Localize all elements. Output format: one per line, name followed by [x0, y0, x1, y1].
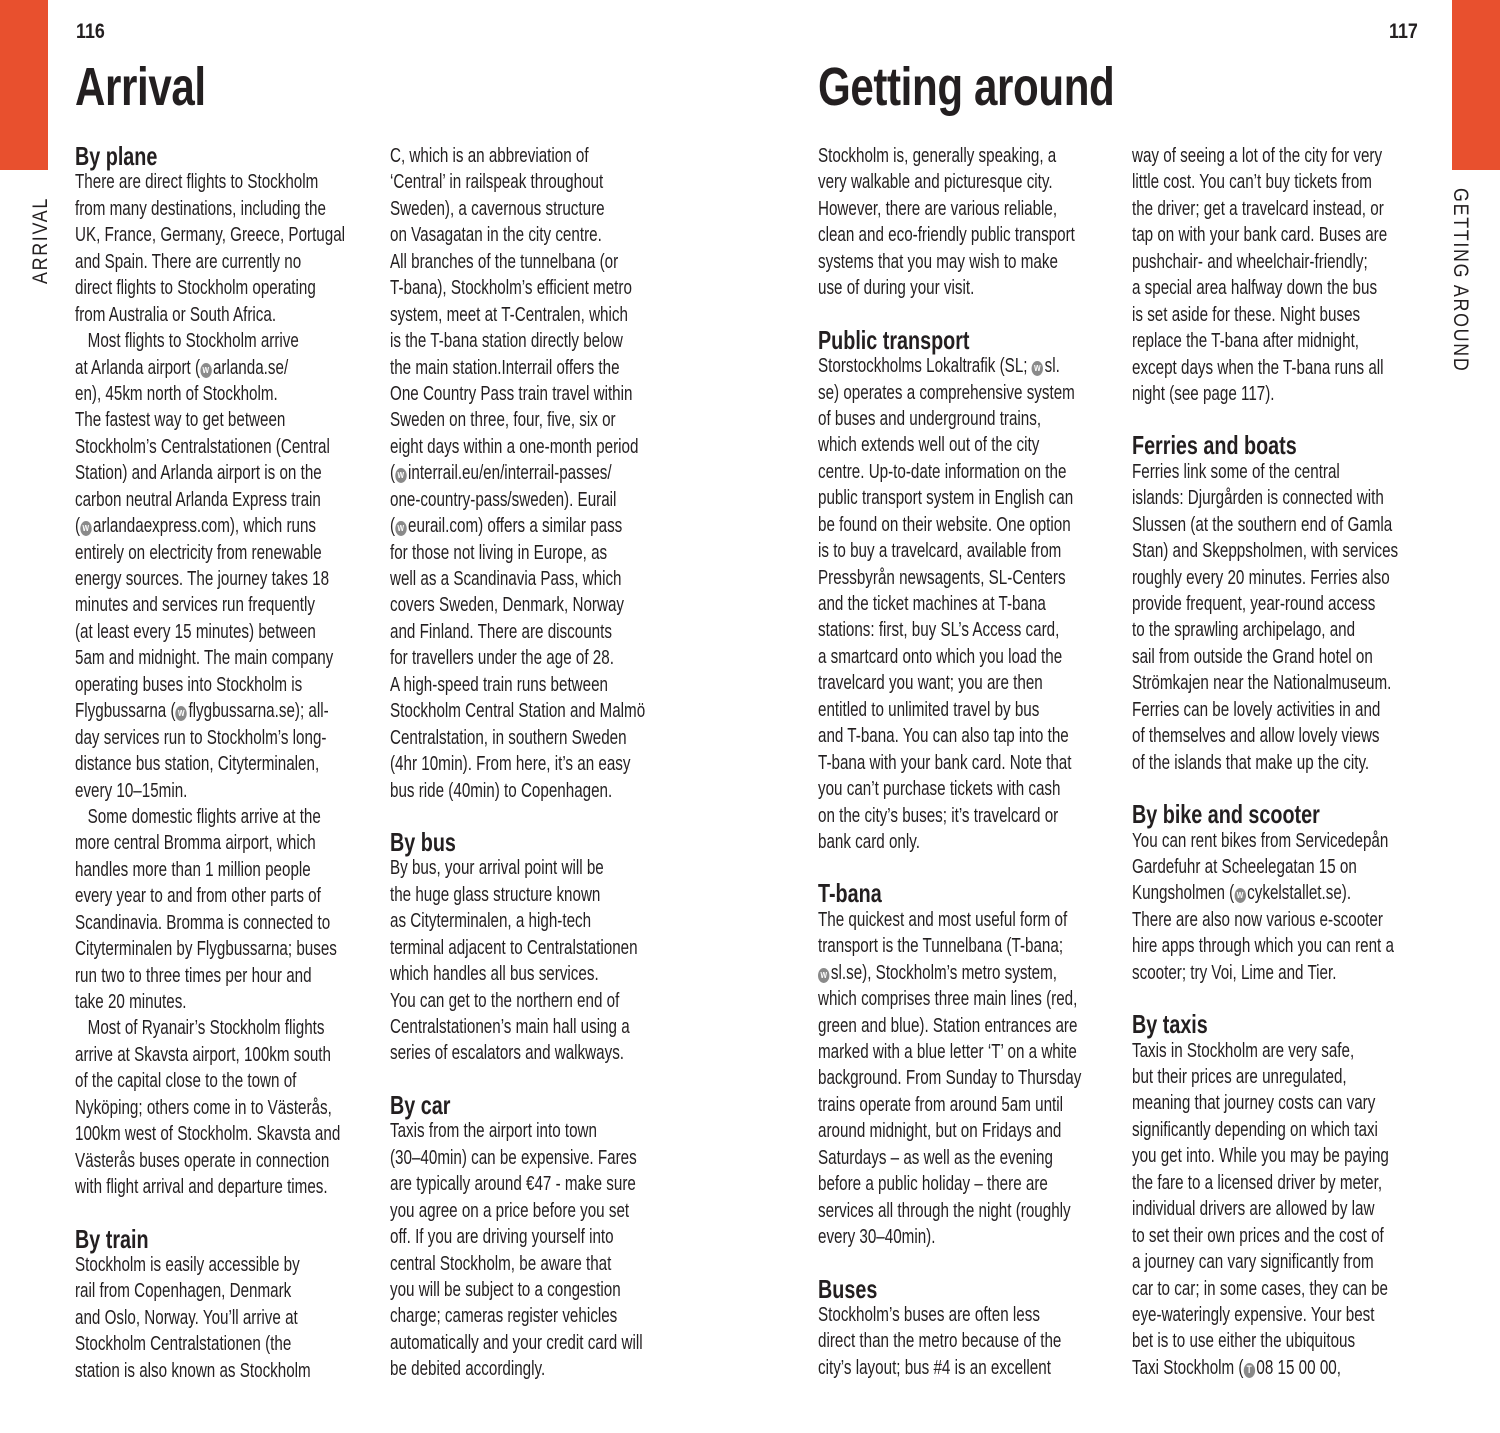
text-line: replace the T-bana after midnight,: [1132, 330, 1360, 353]
text-line: The quickest and most useful form of: [818, 908, 1068, 931]
text-line: except days when the T-bana runs all: [1132, 356, 1384, 379]
text-line: islands: Djurgården is connected with: [1132, 487, 1384, 510]
website-icon: w: [1234, 888, 1245, 903]
text-line: of the capital close to the town of: [75, 1070, 297, 1093]
website-icon: w: [200, 363, 211, 378]
text-line: you will be subject to a congestion: [390, 1278, 621, 1301]
text-line: By bus, your arrival point will be: [390, 857, 604, 880]
website-icon: w: [80, 521, 91, 536]
text-line: scooter; try Voi, Lime and Tier.: [1132, 961, 1337, 984]
section-heading: Buses: [818, 1273, 878, 1304]
section-heading: By train: [75, 1223, 149, 1254]
text-line: little cost. You can’t buy tickets from: [1132, 171, 1372, 194]
text-line: Some domestic flights arrive at the: [75, 805, 321, 828]
text-line: more central Bromma airport, which: [75, 832, 316, 855]
text-line: Scandinavia. Bromma is connected to: [75, 911, 331, 934]
text-line: background. From Sunday to Thursday: [818, 1067, 1082, 1090]
text-line: significantly depending on which taxi: [1132, 1118, 1378, 1141]
text-line: marked with a blue letter ‘T’ on a white: [818, 1041, 1077, 1063]
text-line: from many destinations, including the: [75, 197, 326, 220]
text-line: station is also known as Stockholm: [75, 1359, 311, 1382]
text-line: car to car; in some cases, they can be: [1132, 1277, 1388, 1300]
text-line: system, meet at T-Centralen, which: [390, 303, 628, 326]
website-icon: w: [395, 468, 406, 483]
text-line: be found on their website. One option: [818, 513, 1071, 536]
text-column-1: [75, 143, 371, 1384]
text-line: Centralstationen’s main hall using a: [390, 1016, 630, 1038]
text-column-2: [390, 143, 686, 1383]
section-heading: By car: [390, 1089, 451, 1120]
text-line: Saturdays – as well as the evening: [818, 1146, 1053, 1169]
text-line: Centralstation, in southern Sweden: [390, 726, 627, 749]
text-line: eye-wateringly expensive. Your best: [1132, 1303, 1375, 1326]
text-line: travelcard you want; you are then: [818, 672, 1043, 695]
text-line: Slussen (at the southern end of Gamla: [1132, 513, 1393, 536]
text-line: Stockholm Centralstationen (the: [75, 1333, 292, 1356]
text-line: However, there are various reliable,: [818, 197, 1058, 220]
text-line: energy sources. The journey takes 18: [75, 568, 330, 590]
text-line: a smartcard onto which you load the: [818, 645, 1063, 668]
text-line: and Oslo, Norway. You’ll arrive at: [75, 1306, 298, 1329]
text-line: Strömkajen near the Nationalmuseum.: [1132, 672, 1392, 695]
text-line: Gardefuhr at Scheelegatan 15 on: [1132, 855, 1357, 878]
text-line: you agree on a price before you set: [390, 1199, 630, 1222]
text-line: roughly every 20 minutes. Ferries also: [1132, 566, 1390, 589]
text-line: Ferries link some of the central: [1132, 460, 1340, 483]
text-line: bank card only.: [818, 830, 920, 853]
text-line: covers Sweden, Denmark, Norway: [390, 594, 624, 617]
text-line: as Cityterminalen, a high-tech: [390, 910, 592, 933]
text-line: en), 45km north of Stockholm.: [75, 382, 278, 405]
text-line: All branches of the tunnelbana (or: [390, 250, 619, 273]
text-line: on Vasagatan in the city centre.: [390, 224, 602, 247]
text-line: meaning that journey costs can vary: [1132, 1092, 1376, 1115]
text-line: on the city’s buses; it’s travelcard or: [818, 804, 1059, 827]
text-line: day services run to Stockholm’s long-: [75, 726, 327, 749]
text-line: public transport system in English can: [818, 487, 1074, 510]
text-line: There are also now various e-scooter: [1132, 908, 1383, 931]
text-line: series of escalators and walkways.: [390, 1042, 625, 1065]
text-line: minutes and services run frequently: [75, 594, 315, 617]
text-line: you get into. While you may be paying: [1132, 1145, 1389, 1168]
text-line: the huge glass structure known: [390, 883, 601, 906]
text-line: and T-bana. You can also tap into the: [818, 725, 1069, 748]
page-number-left: 116: [76, 20, 105, 43]
text-line: Kungsholmen ( w cykelstallet.se).: [1132, 882, 1352, 905]
text-line: green and blue). Station entrances are: [818, 1014, 1078, 1037]
text-line: for those not living in Europe, as: [390, 541, 608, 564]
text-line: with flight arrival and departure times.: [75, 1176, 328, 1199]
text-line: which comprises three main lines (red,: [818, 988, 1078, 1011]
text-line: direct than the metro because of the: [818, 1330, 1062, 1353]
text-line: is to buy a travelcard, available from: [818, 540, 1062, 563]
text-line: from Australia or South Africa.: [75, 303, 277, 326]
text-line: off. If you are driving yourself into: [390, 1226, 614, 1249]
text-line: tap on with your bank card. Buses are: [1132, 224, 1388, 247]
text-line: well as a Scandinavia Pass, which: [390, 568, 622, 590]
text-line: You can rent bikes from Servicedepån: [1132, 829, 1389, 852]
text-line: which extends well out of the city: [818, 434, 1040, 457]
text-line: Sweden), a cavernous structure: [390, 197, 605, 220]
text-line: before a public holiday – there are: [818, 1173, 1048, 1196]
text-line: entitled to unlimited travel by bus: [818, 698, 1040, 721]
text-line: the main station.Interrail offers the: [390, 356, 620, 379]
text-line: use of during your visit.: [818, 277, 975, 300]
text-line: w sl.se), Stockholm’s metro system,: [818, 960, 1114, 986]
telephone-icon: T: [1244, 1363, 1255, 1378]
text-line: provide frequent, year-round access: [1132, 593, 1376, 615]
page-title-arrival: Arrival: [75, 57, 206, 117]
website-icon: w: [395, 521, 406, 536]
page-title-getting-around: Getting around: [818, 57, 1115, 117]
text-line: Nyköping; others come in to Västerås,: [75, 1096, 332, 1119]
page-number-right: 117: [1389, 20, 1418, 43]
text-line: You can get to the northern end of: [390, 989, 620, 1012]
text-line: Stockholm Central Station and Malmö: [390, 700, 646, 723]
text-line: city’s layout; bus #4 is an excellent: [818, 1356, 1051, 1379]
text-line: and Spain. There are currently no: [75, 250, 302, 273]
section-heading: Public transport: [818, 324, 970, 355]
text-column-4: [1132, 143, 1428, 1381]
text-line: C, which is an abbreviation of: [390, 145, 589, 167]
text-line: is the T-bana station directly below: [390, 330, 623, 353]
section-heading: By bike and scooter: [1132, 799, 1320, 830]
text-line: distance bus station, Cityterminalen,: [75, 753, 320, 776]
text-line: operating buses into Stockholm is: [75, 673, 303, 696]
text-line: to set their own prices and the cost of: [1132, 1224, 1384, 1247]
text-line: clean and eco-friendly public transport: [818, 224, 1075, 247]
text-line: Most of Ryanair’s Stockholm flights: [75, 1017, 325, 1040]
text-line: Stan) and Skeppsholmen, with services: [1132, 540, 1399, 563]
text-line: a special area halfway down the bus: [1132, 277, 1378, 300]
text-line: trains operate from around 5am until: [818, 1093, 1064, 1116]
text-line: the fare to a licensed driver by meter,: [1132, 1171, 1383, 1194]
text-line: is set aside for these. Night buses: [1132, 303, 1361, 326]
text-line: Stockholm is easily accessible by: [75, 1253, 300, 1276]
text-line: 5am and midnight. The main company: [75, 647, 334, 670]
text-line: Taxis in Stockholm are very safe,: [1132, 1039, 1355, 1062]
text-line: Station) and Arlanda airport is on the: [75, 462, 322, 485]
text-line: be debited accordingly.: [390, 1358, 546, 1381]
text-line: Stockholm’s Centralstationen (Central: [75, 435, 330, 458]
text-line: ( w arlandaexpress.com), which runs: [75, 515, 317, 538]
text-line: Stockholm is, generally speaking, a: [818, 145, 1057, 167]
text-line: (at least every 15 minutes) between: [75, 620, 316, 643]
text-line: ( w eurail.com) offers a similar pass: [390, 515, 623, 538]
text-line: se) operates a comprehensive system: [818, 381, 1075, 404]
text-line: Sweden on three, four, five, six or: [390, 409, 616, 432]
text-line: T-bana with your bank card. Note that: [818, 751, 1072, 774]
text-line: which handles all bus services.: [390, 963, 599, 986]
text-line: Pressbyrån newsagents, SL-Centers: [818, 566, 1066, 589]
text-line: rail from Copenhagen, Denmark: [75, 1280, 292, 1303]
text-line: central Stockholm, be aware that: [390, 1252, 612, 1275]
text-line: eight days within a one-month period: [390, 435, 639, 458]
text-line: systems that you may wish to make: [818, 250, 1058, 273]
text-line: 100km west of Stockholm. Skavsta and: [75, 1123, 341, 1146]
text-line: the driver; get a travelcard instead, or: [1132, 197, 1384, 220]
text-line: charge; cameras register vehicles: [390, 1305, 618, 1328]
text-line: of themselves and allow lovely views: [1132, 725, 1380, 748]
text-line: Most flights to Stockholm arrive: [75, 330, 299, 353]
text-line: and the ticket machines at T-bana: [818, 593, 1046, 615]
text-line: of buses and underground trains,: [818, 407, 1042, 430]
section-tab-left: [0, 0, 48, 170]
text-line: and Finland. There are discounts: [390, 620, 612, 643]
text-line: carbon neutral Arlanda Express train: [75, 488, 321, 511]
text-line: arrive at Skavsta airport, 100km south: [75, 1043, 331, 1066]
website-icon: w: [1032, 361, 1043, 376]
text-line: every year to and from other parts of: [75, 885, 321, 908]
text-column-3: [818, 143, 1114, 1381]
text-line: There are direct flights to Stockholm: [75, 171, 319, 194]
text-line: every 10–15min.: [75, 779, 188, 802]
side-label-left: ARRIVAL: [29, 197, 52, 284]
section-heading: By bus: [390, 826, 456, 857]
text-line: to the sprawling archipelago, and: [1132, 619, 1356, 642]
text-line: (30–40min) can be expensive. Fares: [390, 1146, 637, 1169]
text-line: One Country Pass train travel within: [390, 382, 633, 405]
text-line: for travellers under the age of 28.: [390, 647, 614, 670]
text-line: The fastest way to get between: [75, 409, 286, 432]
text-line: services all through the night (roughly: [818, 1199, 1071, 1222]
text-line: at Arlanda airport ( w arlanda.se/: [75, 356, 289, 379]
text-line: a journey can vary significantly from: [1132, 1251, 1374, 1274]
text-line: Storstockholms Lokaltrafik (SL; w sl.: [818, 355, 1060, 378]
text-line: centre. Up-to-date information on the: [818, 460, 1067, 483]
text-line: night (see page 117).: [1132, 382, 1275, 405]
text-line: transport is the Tunnelbana (T-bana;: [818, 935, 1064, 958]
text-line: direct flights to Stockholm operating: [75, 277, 316, 300]
text-line: around midnight, but on Fridays and: [818, 1120, 1062, 1143]
text-line: Cityterminalen by Flygbussarna; buses: [75, 938, 337, 961]
text-line: bus ride (40min) to Copenhagen.: [390, 779, 613, 802]
text-line: A high-speed train runs between: [390, 673, 609, 696]
text-line: entirely on electricity from renewable: [75, 541, 322, 564]
text-line: pushchair- and wheelchair-friendly;: [1132, 250, 1368, 273]
text-line: of the islands that make up the city.: [1132, 751, 1370, 774]
text-line: Flygbussarna ( w flygbussarna.se); all-: [75, 700, 329, 723]
text-line: Taxi Stockholm ( T 08 15 00 00,: [1132, 1356, 1341, 1379]
text-line: but their prices are unregulated,: [1132, 1066, 1347, 1088]
text-line: Taxis from the airport into town: [390, 1120, 597, 1143]
text-line: very walkable and picturesque city.: [818, 171, 1053, 194]
text-line: Stockholm’s buses are often less: [818, 1303, 1040, 1326]
text-line: handles more than 1 million people: [75, 858, 311, 881]
text-line: ( w interrail.eu/en/interrail-passes/: [390, 462, 612, 485]
text-line: automatically and your credit card will: [390, 1331, 643, 1354]
text-line: one-country-pass/sweden). Eurail: [390, 488, 617, 511]
text-line: stations: first, buy SL’s Access card,: [818, 619, 1060, 642]
text-line: bet is to use either the ubiquitous: [1132, 1330, 1356, 1353]
side-label-right: GETTING AROUND: [1449, 188, 1472, 373]
text-line: (4hr 10min). From here, it’s an easy: [390, 753, 631, 776]
text-line: way of seeing a lot of the city for very: [1132, 145, 1383, 167]
section-heading: T-bana: [818, 878, 882, 909]
website-icon: w: [818, 968, 829, 983]
text-line: individual drivers are allowed by law: [1132, 1198, 1375, 1221]
text-line: Västerås buses operate in connection: [75, 1149, 330, 1172]
text-line: are typically around €47 - make sure: [390, 1173, 636, 1196]
section-heading: By plane: [75, 141, 158, 171]
text-line: UK, France, Germany, Greece, Portugal: [75, 224, 346, 247]
text-line: T-bana), Stockholm’s efficient metro: [390, 277, 632, 300]
text-line: run two to three times per hour and: [75, 964, 312, 987]
text-line: sail from outside the Grand hotel on: [1132, 645, 1373, 668]
section-tab-right: [1452, 0, 1500, 170]
section-heading: Ferries and boats: [1132, 430, 1297, 461]
section-heading: By taxis: [1132, 1009, 1208, 1040]
text-line: take 20 minutes.: [75, 991, 187, 1013]
text-line: every 30–40min).: [818, 1226, 936, 1249]
text-line: ‘Central’ in railspeak throughout: [390, 171, 604, 194]
text-line: terminal adjacent to Centralstationen: [390, 936, 638, 959]
website-icon: w: [176, 706, 187, 721]
text-line: Ferries can be lovely activities in and: [1132, 698, 1381, 721]
text-line: hire apps through which you can rent a: [1132, 935, 1394, 958]
text-line: you can’t purchase tickets with cash: [818, 778, 1061, 801]
